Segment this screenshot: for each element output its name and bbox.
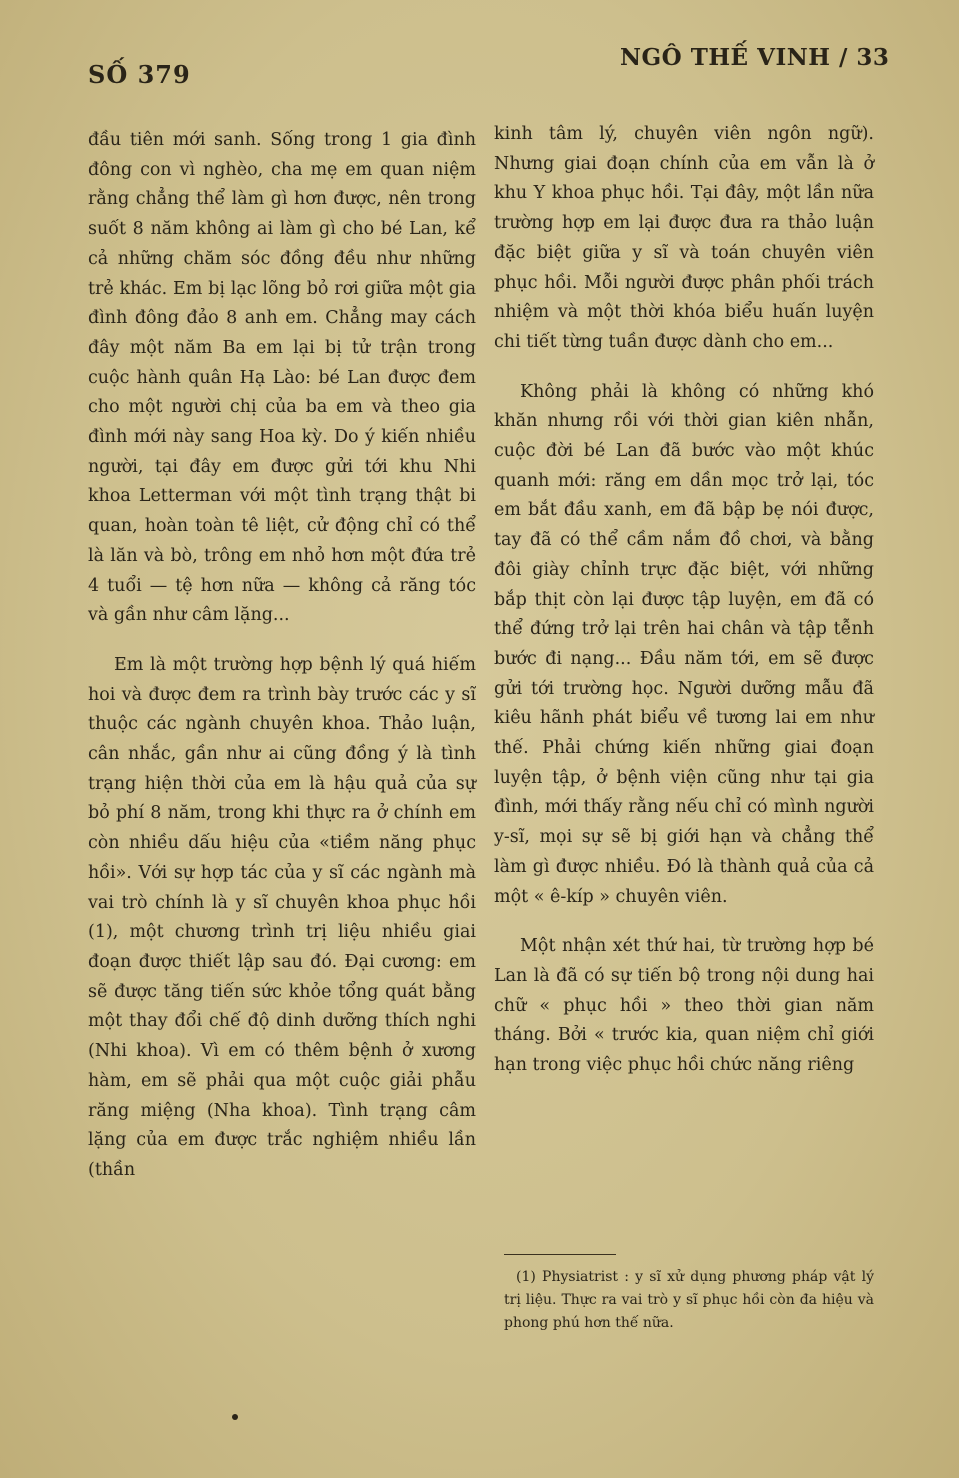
footnote-divider bbox=[504, 1254, 616, 1255]
author-page-number: NGÔ THẾ VINH / 33 bbox=[620, 44, 890, 71]
left-column bbox=[88, 126, 476, 1186]
right-paragraph-2: Không phải là không có những khó khăn nhưng rồi với thời gian kiên nhẫn, cuộc đời bé Lan đã bước vào một khúc quanh mới: răng em dần mọc trở lại, tóc em bắt đầu xanh, em đã bập bẹ nói được, tay đã có thể cầm nắm đồ chơi, và bằng đôi giày chỉnh trực đặc biệt, với những bắp thịt còn lại được tập luyện, em đã có thể đứng trở lại trên hai chân và tập tễnh bước đi nạng... Đầu năm tới, em sẽ được gửi tới trường học. Người dưỡng mẫu đã kiêu hãnh phát biểu về tương lai em như thế. Phải chứng kiến những giai đoạn luyện tập, ở bệnh viện cũng như tại gia đình, mới thấy rằng nếu chỉ có mình người y-sĩ, mọi sự sẽ bị giới hạn và chẳng thể làm gì được nhiều. Đó là thành quả của cả một « ê-kíp » chuyên viên. bbox=[494, 381, 874, 907]
page-mark-dot bbox=[232, 1414, 238, 1420]
footnote-marker: (1) Physiatrist : bbox=[516, 1269, 629, 1285]
left-paragraph-1: đầu tiên mới sanh. Sống trong 1 gia đình đông con vì nghèo, cha mẹ em quan niệm rằng chẳng thể làm gì hơn được, nên trong suốt 8 năm không ai làm gì cho bé Lan, kể cả những chăm sóc đồng đều như những trẻ khác. Em bị lạc lõng bỏ rơi giữa một gia đình đông đảo 8 anh em. Chẳng may cách đây một năm Ba em lại bị tử trận trong cuộc hành quân Hạ Lào: bé Lan được đem cho một người chị của ba em và theo gia đình mới này sang Hoa kỳ. Do ý kiến nhiều người, tại đây em được gửi tới khu Nhi khoa Letterman với một tình trạng thật bi quan, hoàn toàn tê liệt, cử động chỉ có thể là lăn và bò, trông em nhỏ hơn một đứa trẻ 4 tuổi — tệ hơn nữa — không cả răng tóc và gần như câm lặng... bbox=[88, 130, 476, 626]
issue-number: SỐ 379 bbox=[88, 60, 191, 89]
left-paragraph-2: Em là một trường hợp bệnh lý quá hiếm hoi và được đem ra trình bày trước các y sĩ thuộc các ngành chuyên khoa. Thảo luận, cân nhắc, gần như ai cũng đồng ý là tình trạng hiện thời của em là hậu quả của sự bỏ phí 8 năm, trong khi thực ra ở chính em còn nhiều dấu hiệu của «tiềm năng phục hồi». Với sự hợp tác của y sĩ các ngành mà vai trò chính là y sĩ chuyên khoa phục hồi (1), một chương trình trị liệu nhiều giai đoạn được thiết lập sau đó. Đại cương: em sẽ được tăng tiến sức khỏe tổng quát bằng một thay đổi chế độ dinh dưỡng thích nghi (Nhi khoa). Vì em có thêm bệnh ở xương hàm, em sẽ phải qua một cuộc giải phẫu răng miệng (Nha khoa). Tình trạng câm lặng của em được trắc nghiệm nhiều lần (thần bbox=[88, 654, 476, 1180]
right-paragraph-1: kinh tâm lý, chuyên viên ngôn ngữ). Nhưng giai đoạn chính của em vẫn là ở khu Y khoa phục hồi. Tại đây, một lần nữa trường hợp em lại được đưa ra thảo luận đặc biệt giữa y sĩ và toán chuyên viên phục hồi. Mỗi người được phân phối trách nhiệm và một thời khóa biểu huấn luyện chi tiết từng tuần được dành cho em... bbox=[494, 124, 874, 352]
right-column bbox=[494, 120, 874, 1081]
right-paragraph-3: Một nhận xét thứ hai, từ trường hợp bé Lan là đã có sự tiến bộ trong nội dung hai chữ « phục hồi » theo thời gian năm tháng. Bởi « trước kia, quan niệm chỉ giới hạn trong việc phục hồi chức năng riêng bbox=[494, 936, 874, 1076]
footnote-text: y sĩ xử dụng phương pháp vật lý trị liệu. Thực ra vai trò y sĩ phục hồi còn đa hiệu và phong phú hơn thế nữa. bbox=[504, 1269, 874, 1331]
footnote bbox=[504, 1266, 874, 1335]
